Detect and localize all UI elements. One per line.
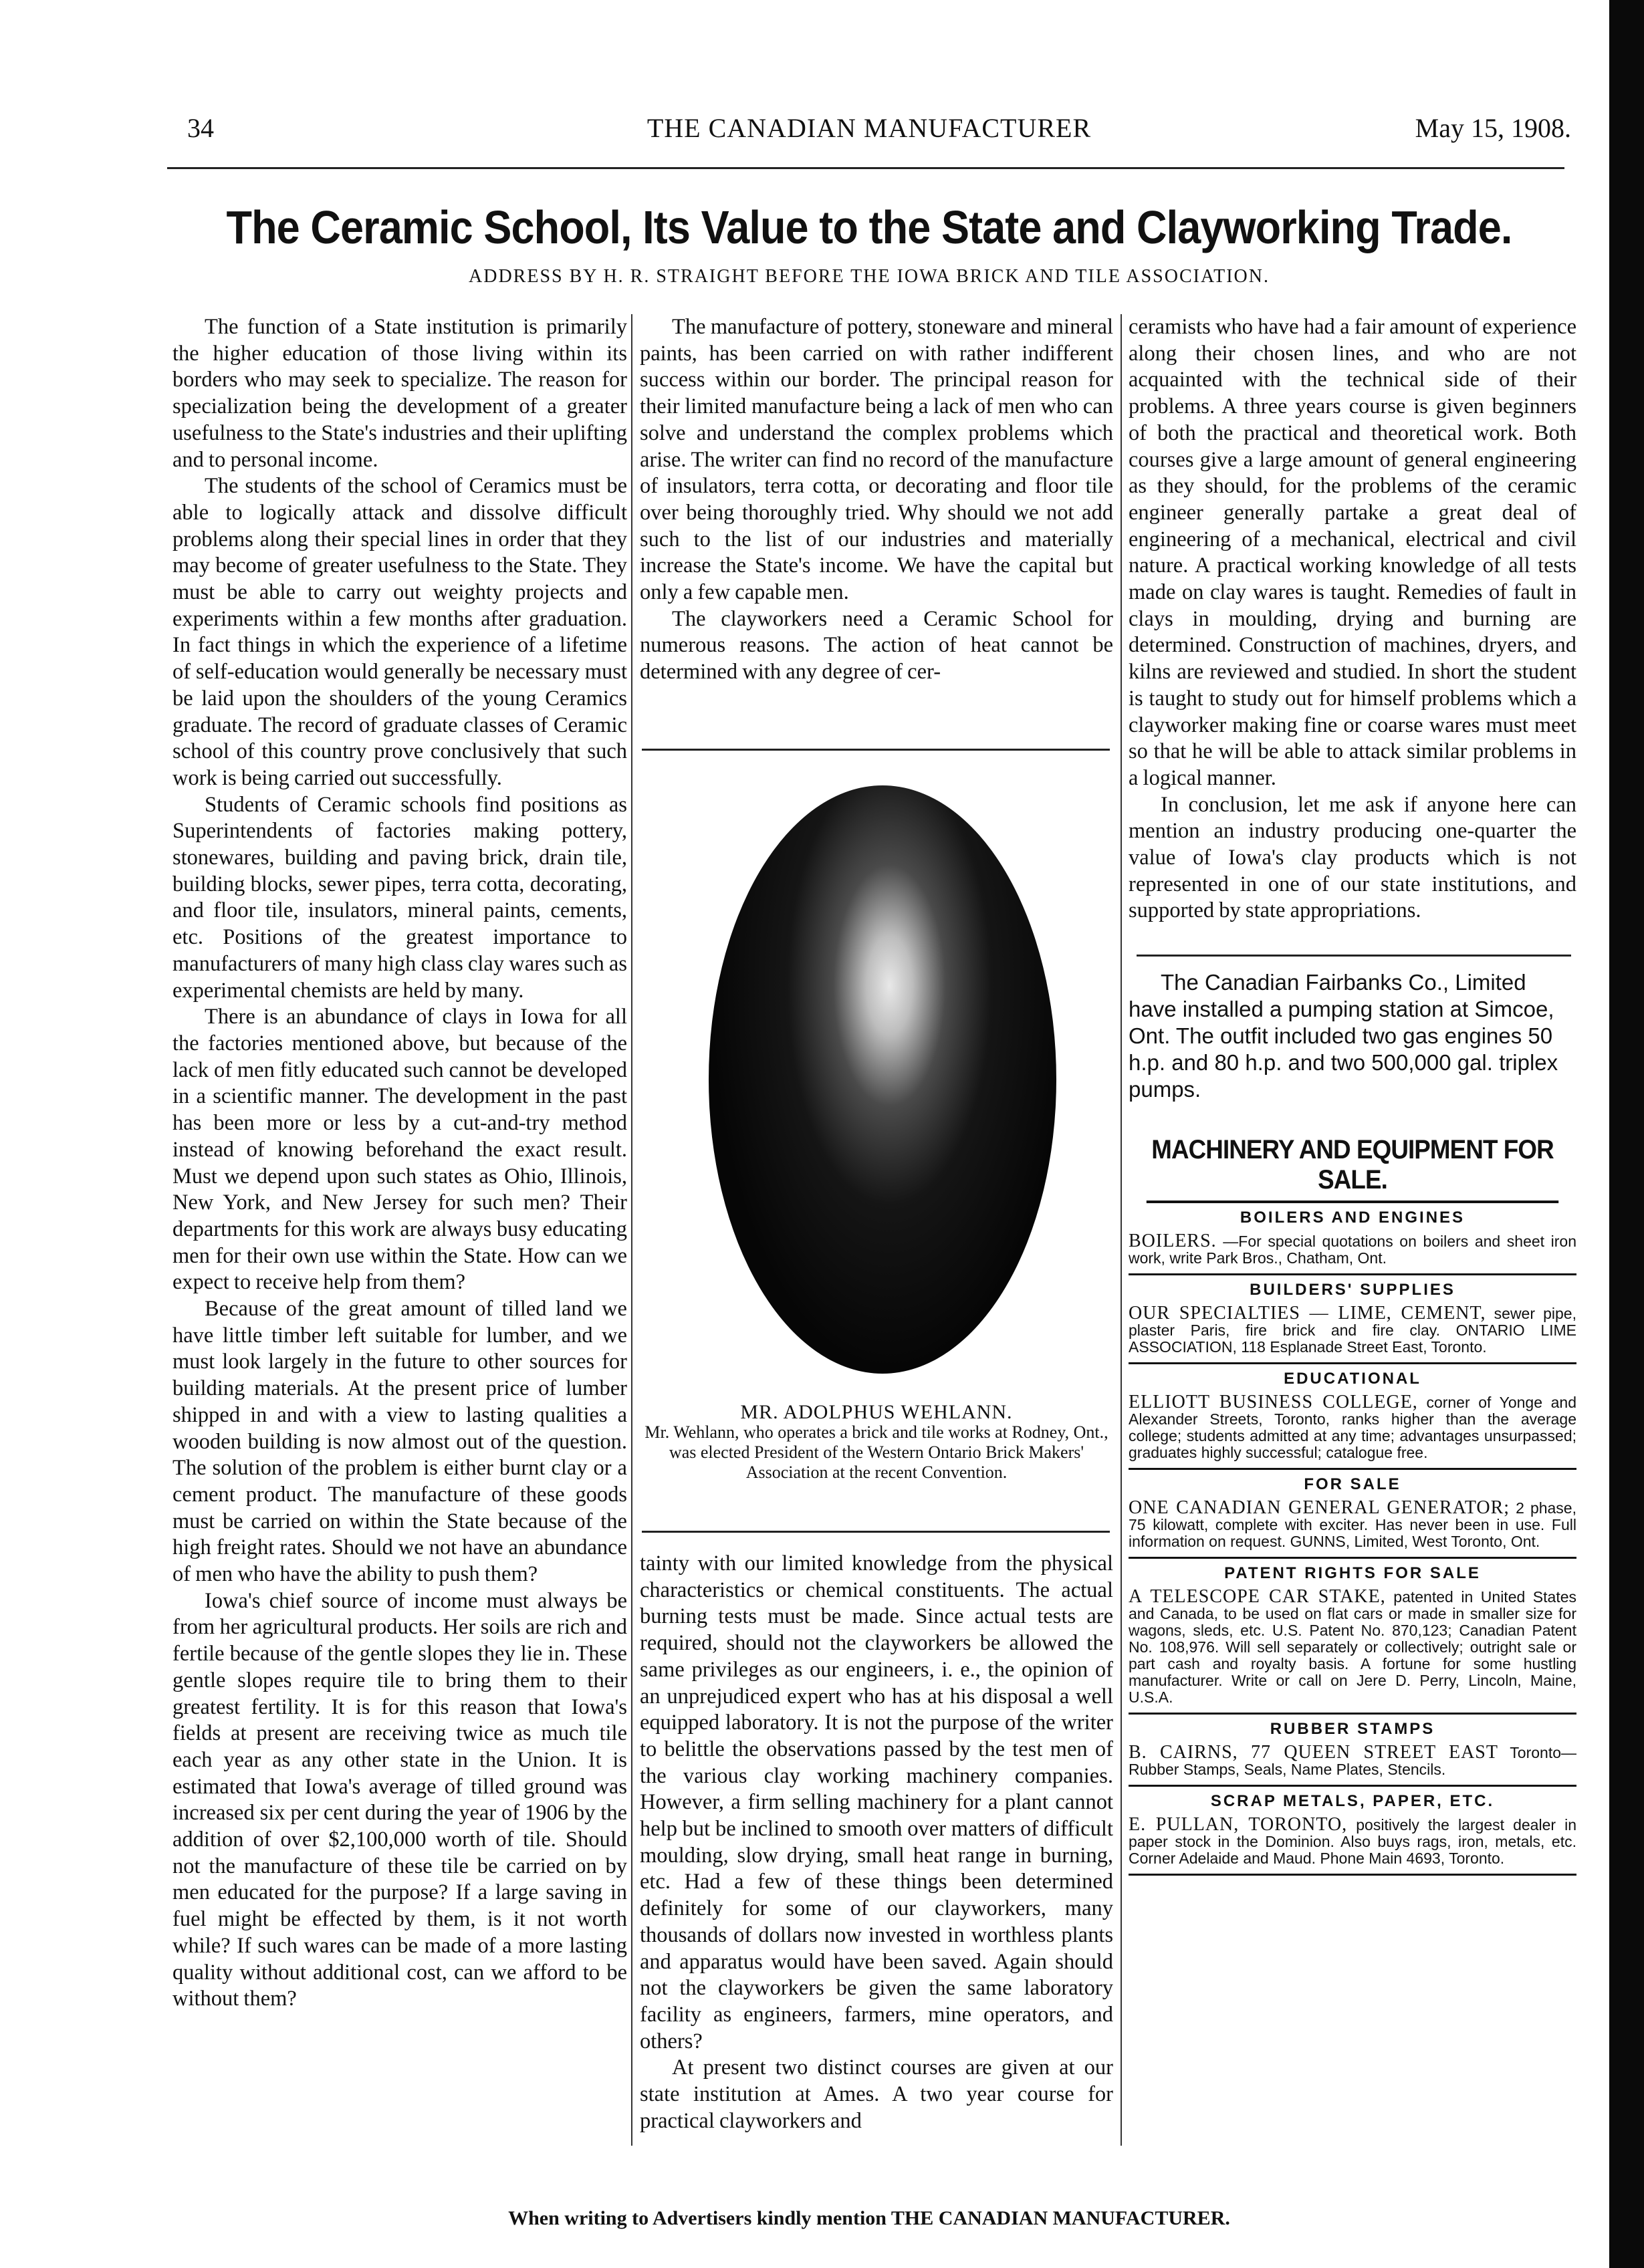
ad-body: Toronto—Rubber Stamps, Seals, Name Plates, Stencils. xyxy=(1129,1744,1576,1778)
classifieds-heading: MACHINERY AND EQUIPMENT FOR SALE. xyxy=(1147,1130,1558,1203)
classified-section xyxy=(1129,1275,1576,1364)
classified-ad xyxy=(1129,1394,1576,1461)
portrait-caption-text: Mr. Wehlann, who operates a brick and tile works at Rodney, Ont., was elected President of the Western Ontario Brick Makers' Association at the recent Convention. xyxy=(644,1422,1108,1482)
column-divider xyxy=(631,314,632,2146)
article-byline: ADDRESS BY H. R. STRAIGHT BEFORE THE IOWA BRICK AND TILE ASSOCIATION. xyxy=(469,266,1270,287)
page-number: 34 xyxy=(187,113,214,143)
ad-body: 2 phase, 75 kilowatt, complete with exciter. Has never been in use. Full information on request. GUNNS, Limited, West Toronto, Ont. xyxy=(1129,1499,1576,1550)
paragraph: The manufacture of pottery, stoneware and mineral paints, has been carried on with rather indifferent success within our border. The principal reason for their limited manufacture being a lack of men who can solve and understand the complex problems which arise. The writer can find no record of the manufacture of insulators, terra cotta, or decorating and floor tile over being thoroughly tried. Why should we not add such to the list of our industries and materially increase the State's income. We have the capital but only a few capable men. xyxy=(640,315,1113,605)
paragraph: The function of a State institution is primarily the higher education of those living within its borders who may seek to specialize. The reason for specialization being the development of a greater usefulness to the State's industries and their uplifting and to personal income. xyxy=(172,315,627,472)
column-divider xyxy=(1121,314,1122,2146)
classified-section xyxy=(1129,1787,1576,1876)
ad-lead: ELLIOTT BUSINESS COLLEGE, xyxy=(1129,1392,1418,1412)
paragraph: ceramists who have had a fair amount of experience along their chosen lines, and who are not acquainted with the technical side of their problems. A three years course is given beginners of both the practical and theoretical work. Both courses give a large amount of general engineering as they should, for the problems of the ceramic engineer generally partake a great deal of engineering of a mechanical, electrical and civil nature. A practical working knowledge of all tests made on clay wares is taught. Remedies of fault in clays in moulding, drying and burning are determined. Construction of machines, dryers, and kilns are reviewed and studied. In short the student is taught to study out for himself problems which a clayworker making fine or coarse wares must meet so that he will be able to attack similar problems in a logical manner. xyxy=(1129,315,1576,790)
section-title: FOR SALE xyxy=(1304,1475,1401,1493)
paragraph: There is an abundance of clays in Iowa for all the factories mentioned above, but because of the lack of men fitly educated such cannot be developed in a scientific manner. The development in the past has been more or less by a cut-and-try method instead of knowing beforehand the exact result. Must we depend upon such states as Ohio, Illinois, New York, and New Jersey for such men? Their departments for this work are always busy educating men for their own use within the State. How can we expect to receive help from them? xyxy=(172,1005,627,1295)
ad-lead: E. PULLAN, TORONTO, xyxy=(1129,1814,1348,1835)
ad-body: positively the largest dealer in paper stock in the Dominion. Also buys rags, iron, metals, etc. Corner Adelaide and Maud. Phone Main 4693, Toronto. xyxy=(1129,1816,1576,1867)
header-rule xyxy=(167,167,1564,169)
notice-text: The Canadian Fairbanks Co., Limited have installed a pumping station at Simcoe, Ont. The outfit included two gas engines 50 h.p. and 80 h.p. and two 500,000 gal. triplex pumps. xyxy=(1129,970,1558,1102)
portrait-top-rule xyxy=(642,749,1110,751)
scan-edge-bar xyxy=(1609,0,1644,2268)
ad-lead: OUR SPECIALTIES — LIME, CEMENT, xyxy=(1129,1303,1486,1324)
paragraph: In conclusion, let me ask if anyone here can mention an industry producing one-quarter the value of Iowa's clay products which is not represented in one of our state institutions, and supported by state appropriations. xyxy=(1129,792,1576,923)
classified-ad xyxy=(1129,1305,1576,1356)
classified-section xyxy=(1129,1203,1576,1275)
classified-section xyxy=(1129,1470,1576,1559)
paragraph: tainty with our limited knowledge from the physical characteristics or chemical constituents. The actual burning tests must be made. Since actual tests are required, should not the clayworkers be allowed the same privileges as our engineers, i. e., the opinion of an unprejudiced expert who has at his disposal a well equipped laboratory. It is not the purpose of the writer to belittle the observations passed by the test men of the various clay working machinery companies. However, a firm selling machinery for a plant cannot help but be inclined to smooth over matters of difficult moulding, slow drying, small heat range in burning, etc. Had a few of these things been determined definitely for some of our clayworkers, many thousands of dollars now invested in worthless plants and apparatus would have been saved. Again should not the clayworkers be given the same laboratory facility as engineers, farmers, mine operators, and others? xyxy=(640,1551,1113,2053)
paragraph: Iowa's chief source of income must always be from her agricultural products. Her soils are rich and fertile because of the gentle slopes they lie in. These gentle slopes require tile to bring them to their greatest fertility. It is for this reason that Iowa's fields at present are receiving twice as much tile each year as any other state in the Union. It is estimated that Iowa's average of tilled ground was increased six per cent during the year of 1906 by the addition of over $2,100,000 worth of tile. Should not the manufacture of these tile be carried on by men educated for the purpose? If a large saving in fuel might be effected by them, is it not worth while? If such wares can be made of a more lasting quality without additional cost, can we afford to be without them? xyxy=(172,1588,627,2011)
ad-lead: BOILERS. xyxy=(1129,1231,1217,1251)
ad-lead: B. CAIRNS, 77 QUEEN STREET EAST xyxy=(1129,1742,1498,1763)
issue-date: May 15, 1908. xyxy=(1415,113,1571,143)
classified-ad xyxy=(1129,1233,1576,1267)
article-column-2-bottom xyxy=(640,1551,1113,2134)
article-title: The Ceramic School, Its Value to the State and Clayworking Trade. xyxy=(226,201,1512,253)
portrait-oval xyxy=(709,785,1056,1374)
paragraph: The clayworkers need a Ceramic School for numerous reasons. The action of heat cannot be determined with any degree of cer- xyxy=(640,606,1113,684)
publication-name: THE CANADIAN MANUFACTURER xyxy=(647,113,1092,143)
fairbanks-notice xyxy=(1129,969,1576,1103)
classified-ad xyxy=(1129,1816,1576,1867)
paragraph: At present two distinct courses are given at our state institution at Ames. A two year course for practical clayworkers and xyxy=(640,2055,1113,2133)
article-column-2-top xyxy=(640,314,1113,686)
ad-body: patented in United States and Canada, to be used on flat cars or made in smaller size for wagons, sleds, etc. U.S. Patent No. 870,123; Canadian Patent No. 108,976. Will sell separately or collectively; outright sale or part cash and royalty basis. A fortune for some hustling manufacturer. Write or call on Jere D. Perry, Lincoln, Maine, U.S.A. xyxy=(1129,1588,1577,1706)
ad-body: sewer pipe, plaster Paris, fire brick and fire clay. ONTARIO LIME ASSOCIATION, 118 Esplanade Street East, Toronto. xyxy=(1129,1305,1576,1356)
portrait-photo xyxy=(669,785,1090,1380)
classified-section xyxy=(1129,1559,1576,1715)
classifieds xyxy=(1129,1130,1576,1876)
portrait-name: MR. ADOLPHUS WEHLANN. xyxy=(740,1401,1013,1423)
classified-ad xyxy=(1129,1588,1576,1706)
section-title: BOILERS AND ENGINES xyxy=(1240,1209,1465,1227)
article-column-1 xyxy=(172,314,627,2013)
paragraph: Because of the great amount of tilled land we have little timber left suitable for lumber, and we must look largely in the future to other sources for building materials. At the present price of lumber shipped in and with a view to lasting qualities a wooden building is now almost out of the question. The solution of the problem is either burnt clay or a cement product. The manufacture of these goods must be carried on within the State because of the high freight rates. Should we not have an abundance of men who have the ability to push them? xyxy=(172,1297,627,1587)
classified-ad xyxy=(1129,1744,1576,1778)
ad-body: corner of Yonge and Alexander Streets, Toronto, ranks higher than the average college; students admitted at any time; advantages unsurpassed; graduates highly successful; catalogue free. xyxy=(1129,1394,1577,1461)
section-title: RUBBER STAMPS xyxy=(1270,1720,1435,1738)
portrait-bottom-rule xyxy=(642,1531,1110,1533)
section-title: PATENT RIGHTS FOR SALE xyxy=(1224,1564,1481,1582)
classified-section xyxy=(1129,1715,1576,1787)
portrait-caption xyxy=(640,1402,1113,1483)
paragraph: The students of the school of Ceramics must be able to logically attack and dissolve difficult problems along their special lines in order that they may become of greater usefulness to the State. They must be able to carry out weighty projects and experiments within a few months after graduation. In fact things in which the experience of a lifetime of self-education would generally be necessary must be laid upon the shoulders of the young Ceramics graduate. The record of graduate classes of Ceramic school of this country prove conclusively that such work is being carried out successfully. xyxy=(172,474,627,790)
page-footer: When writing to Advertisers kindly mention THE CANADIAN MANUFACTURER. xyxy=(508,2207,1230,2229)
section-title: BUILDERS' SUPPLIES xyxy=(1250,1281,1455,1299)
page-header xyxy=(167,112,1571,159)
ad-lead: A TELESCOPE CAR STAKE, xyxy=(1129,1586,1386,1607)
ad-body: —For special quotations on boilers and sheet iron work, write Park Bros., Chatham, Ont. xyxy=(1129,1233,1576,1267)
section-title: SCRAP METALS, PAPER, ETC. xyxy=(1210,1792,1495,1810)
classified-ad xyxy=(1129,1499,1576,1550)
ad-lead: ONE CANADIAN GENERAL GENERATOR; xyxy=(1129,1497,1510,1518)
notice-rule xyxy=(1137,955,1571,957)
article-column-3 xyxy=(1129,314,1576,924)
section-title: EDUCATIONAL xyxy=(1284,1370,1421,1388)
paragraph: Students of Ceramic schools find positions as Superintendents of factories making pottery, stonewares, building and paving brick, drain tile, building blocks, sewer pipes, terra cotta, decorating, and floor tile, insulators, mineral paints, cements, etc. Positions of the greatest importance to manufacturers of many high class clay wares such as experimental chemists are held by many. xyxy=(172,792,627,1003)
classified-section xyxy=(1129,1364,1576,1470)
